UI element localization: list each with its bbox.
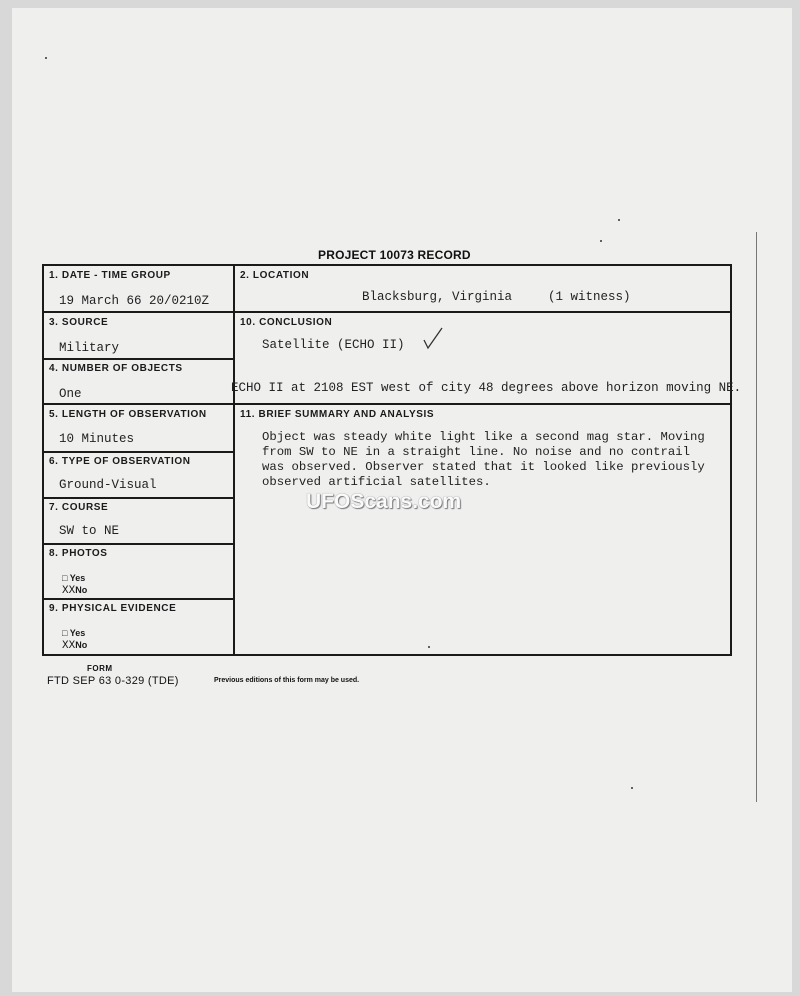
row-divider [44, 311, 730, 313]
photos-yes-label: Yes [69, 573, 86, 583]
summary-label: 11. BRIEF SUMMARY AND ANALYSIS [240, 409, 435, 420]
conclusion-value: Satellite (ECHO II) [262, 338, 405, 352]
type-of-observation-label: 6. TYPE OF OBSERVATION [49, 456, 191, 467]
footer-form-word: FORM [87, 664, 113, 673]
footer-note: Previous editions of this form may be used. [214, 677, 360, 684]
checkbox-icon: □ [62, 628, 68, 638]
physical-evidence-yes-label: Yes [69, 628, 86, 638]
row-divider [44, 358, 234, 360]
page-edge-shadow [756, 232, 757, 802]
date-time-label: 1. DATE - TIME GROUP [49, 270, 171, 281]
row-divider [44, 451, 234, 453]
length-of-observation-label: 5. LENGTH OF OBSERVATION [49, 409, 207, 420]
scan-speck [631, 787, 633, 789]
physical-evidence-no-label: No [75, 640, 88, 650]
summary-text: Object was steady white light like a second mag star. Moving from SW to NE in a straight line. No noise and no contrail was observed. Observer stated that it looked like previously observed artificial satellites. [262, 430, 705, 489]
conclusion-detail: ECHO II at 2108 EST west of city 48 degrees above horizon moving NE. [231, 381, 742, 395]
photos-no-mark: XX [62, 585, 76, 597]
source-label: 3. SOURCE [49, 317, 109, 328]
footer-form-code: FTD SEP 63 0-329 (TDE) [47, 675, 179, 687]
column-divider [233, 266, 235, 654]
scan-speck [45, 57, 47, 59]
photos-no-label: No [75, 585, 88, 595]
checkmark-icon [422, 326, 444, 352]
scan-speck [618, 219, 620, 221]
row-divider [44, 598, 234, 600]
physical-evidence-no-option [62, 640, 87, 652]
scan-speck [600, 240, 602, 242]
source-value: Military [59, 341, 120, 355]
location-note: (1 witness) [548, 290, 631, 304]
course-value: SW to NE [59, 524, 120, 538]
watermark: UFOScans.com [306, 490, 462, 513]
location-value: Blacksburg, Virginia [362, 290, 513, 304]
physical-evidence-yes-option [62, 628, 85, 638]
row-divider [44, 543, 234, 545]
photos-yes-option [62, 573, 85, 583]
record-title: PROJECT 10073 RECORD [318, 248, 471, 262]
row-divider [44, 497, 234, 499]
record-form [42, 264, 732, 656]
physical-evidence-label: 9. PHYSICAL EVIDENCE [49, 603, 177, 614]
photos-no-option [62, 585, 87, 597]
number-of-objects-value: One [59, 387, 82, 401]
row-divider [44, 403, 730, 405]
number-of-objects-label: 4. NUMBER OF OBJECTS [49, 363, 183, 374]
date-time-value: 19 March 66 20/0210Z [59, 294, 210, 308]
scan-speck [428, 646, 430, 648]
photos-label: 8. PHOTOS [49, 548, 108, 559]
conclusion-label: 10. CONCLUSION [240, 317, 333, 328]
length-of-observation-value: 10 Minutes [59, 432, 135, 446]
physical-evidence-no-mark: XX [62, 640, 76, 652]
course-label: 7. COURSE [49, 502, 109, 513]
type-of-observation-value: Ground-Visual [59, 478, 157, 492]
checkbox-icon: □ [62, 573, 68, 583]
location-label: 2. LOCATION [240, 270, 310, 281]
